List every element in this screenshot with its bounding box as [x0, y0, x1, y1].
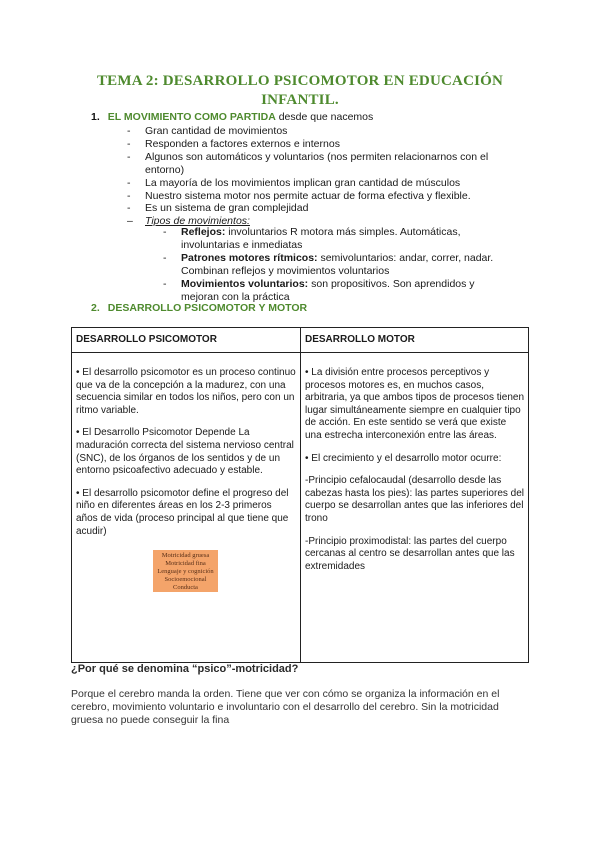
section-1-list — [127, 125, 517, 228]
section-1-number: 1. — [91, 111, 100, 123]
page-title: TEMA 2: DESARROLLO PSICOMOTOR EN EDUCACIÓN INFANTIL. — [96, 73, 504, 108]
section-1-heading — [91, 111, 373, 124]
table-header-row — [72, 328, 529, 353]
answer-paragraph: Porque el cerebro manda la orden. Tiene que ver con cómo se organiza la información en el cerebro, movimiento voluntario e involuntario con el desarrollo del cerebro. Sin la motricidad gruesa no puede conseguir la fina — [71, 688, 500, 727]
paragraph: -Principio proximodistal: las partes del cuerpo cercanas al centro se desarrollan antes que las extremidades — [305, 535, 515, 572]
tipos-list — [163, 226, 508, 303]
section-1-title: EL MOVIMIENTO COMO PARTIDA — [107, 111, 276, 123]
header-psicomotor: DESARROLLO PSICOMOTOR — [72, 328, 301, 353]
section-2-heading — [91, 302, 307, 314]
list-item: - La mayoría de los movimientos implican gran cantidad de músculos — [127, 176, 461, 189]
comparison-table — [71, 327, 529, 663]
section-2-number: 2. — [91, 302, 100, 314]
list-item: - Es un sistema de gran complejidad — [127, 202, 309, 215]
list-item: - Movimientos voluntarios: son propositivos. Son aprendidos y mejoran con la práctica — [163, 277, 475, 303]
paragraph: • El crecimiento y el desarrollo motor ocurre: — [305, 452, 502, 464]
list-item: - Patrones motores rítmicos: semivoluntarios: andar, correr, nadar. Combinan reflejos y movimientos voluntarios — [163, 251, 494, 277]
paragraph: -Principio cefalocaudal (desarrollo desde las cabezas hasta los pies): las partes superiores del cuerpo se desarrollan antes que las inferiores del trono — [305, 475, 525, 524]
list-item: - Reflejos: involuntarios R motora más simples. Automáticas, involuntarias e inmediatas — [163, 226, 461, 251]
tipos-label: Tipos de movimientos: — [145, 215, 250, 228]
list-item: - Algunos son automáticos y voluntarios (nos permiten relacionarnos con el entorno) — [127, 150, 489, 176]
section-1-title-rest: desde que nacemos — [275, 111, 374, 123]
cell-psicomotor — [72, 353, 301, 663]
list-item: - Nuestro sistema motor nos permite actuar de forma efectiva y flexible. — [127, 189, 471, 202]
paragraph: • La división entre procesos perceptivos y procesos motores es, en muchos casos, arbitraria, ya que ambos tipos de procesos tienen lugar simultáneamente siempre en cualquier tipo de acción. En este sentido se verá que existe una estrecha interconexión entre las áreas. — [305, 367, 525, 441]
paragraph: • El Desarrollo Psicomotor Depende La maduración correcta del sistema nervioso central (SNC), de los órganos de los sentidos y de un entorno psicoafectivo adecuado y estable. — [76, 427, 294, 477]
cell-motor — [301, 353, 529, 663]
paragraph: • El desarrollo psicomotor define el progreso del niño en diferentes áreas en los 2-3 primeros años de vida (proceso principal al que tiene que acudir) — [76, 487, 289, 537]
paragraph: • El desarrollo psicomotor es un proceso continuo que va de la concepción a la madurez, con una secuencia similar en todos los niños, pero con un ritmo variable. — [76, 367, 296, 416]
areas-image: Motricidad gruesa Motricidad fina Lenguaje y cognición Socioemocional Conducta — [153, 550, 218, 592]
list-item-tipos: – Tipos de movimientos: — [127, 215, 250, 228]
list-item: - Gran cantidad de movimientos — [127, 125, 288, 137]
header-motor: DESARROLLO MOTOR — [301, 328, 529, 353]
list-item: - Responden a factores externos e internos — [127, 137, 340, 150]
table-row — [72, 353, 529, 663]
section-2-title: DESARROLLO PSICOMOTOR Y MOTOR — [107, 302, 308, 314]
question-heading: ¿Por qué se denomina “psico”-motricidad? — [71, 663, 299, 675]
